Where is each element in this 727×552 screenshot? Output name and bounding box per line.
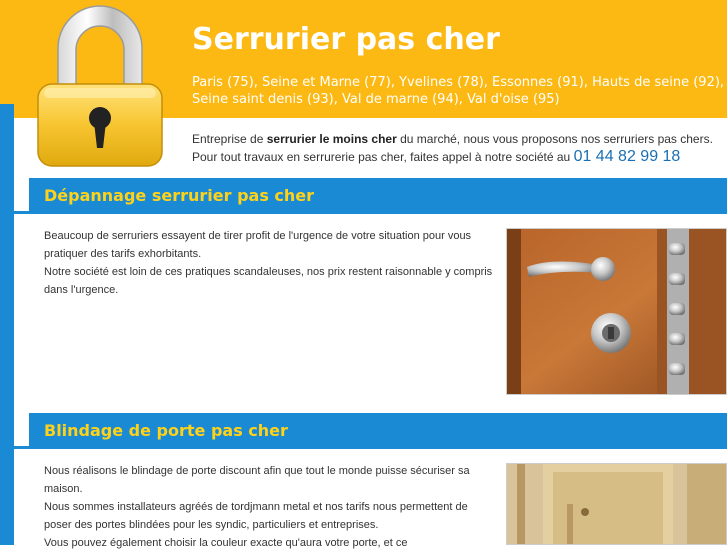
section-divider bbox=[14, 446, 727, 449]
left-accent-stripe-top bbox=[0, 104, 14, 118]
phone-number[interactable]: 01 44 82 99 18 bbox=[573, 148, 681, 165]
service-regions: Paris (75), Seine et Marne (77), Yvelines (78), Essonnes (91), Hauts de seine (92), Seine saint denis (93), Val de marne (94), Val d'oise (95) bbox=[192, 75, 725, 107]
section-blindage-header bbox=[29, 413, 727, 449]
paragraph: Nous sommes installateurs agréés de tordjmann metal et nos tarifs nous permettent de poser des portes blindées pour les syndic, particuliers et entreprises. bbox=[44, 501, 468, 531]
section-depannage-text bbox=[44, 227, 494, 299]
door-lock-photo-icon bbox=[507, 229, 727, 395]
door-lock-photo bbox=[506, 228, 727, 395]
section-divider bbox=[14, 211, 727, 214]
intro-text bbox=[192, 130, 722, 166]
armored-door-photo bbox=[506, 463, 727, 545]
intro-line-1-prefix: Entreprise de bbox=[192, 132, 267, 146]
intro-line-2 bbox=[192, 148, 722, 166]
paragraph: Nous réalisons le blindage de porte discount afin que tout le monde puisse sécuriser sa maison. bbox=[44, 465, 470, 495]
intro-line-2-prefix: Pour tout travaux en serrurerie pas cher, faites appel à notre société au bbox=[192, 150, 574, 164]
left-accent-stripe bbox=[0, 118, 14, 545]
site-title: Serrurier pas cher bbox=[192, 22, 500, 57]
section-depannage-title: Dépannage serrurier pas cher bbox=[44, 186, 315, 205]
section-blindage-title: Blindage de porte pas cher bbox=[44, 421, 288, 440]
padlock-logo-icon bbox=[30, 0, 170, 170]
intro-line-1-suffix: du marché, nous vous proposons nos serruriers pas chers. bbox=[396, 132, 713, 146]
section-depannage-header bbox=[29, 178, 727, 214]
paragraph: Vous pouvez également choisir la couleur exacte qu'aura votre porte, et ce bbox=[44, 537, 408, 549]
paragraph: Notre société est loin de ces pratiques scandaleuses, nos prix restent raisonnable y compris dans l'urgence. bbox=[44, 266, 493, 296]
section-blindage-text bbox=[44, 462, 494, 552]
paragraph: Beaucoup de serruriers essayent de tirer profit de l'urgence de votre situation pour vous pratiquer des tarifs exhorbitants. bbox=[44, 230, 472, 260]
intro-keyword: serrurier le moins cher bbox=[266, 132, 397, 146]
armored-door-photo-icon bbox=[507, 464, 727, 545]
intro-line-1 bbox=[192, 130, 722, 148]
